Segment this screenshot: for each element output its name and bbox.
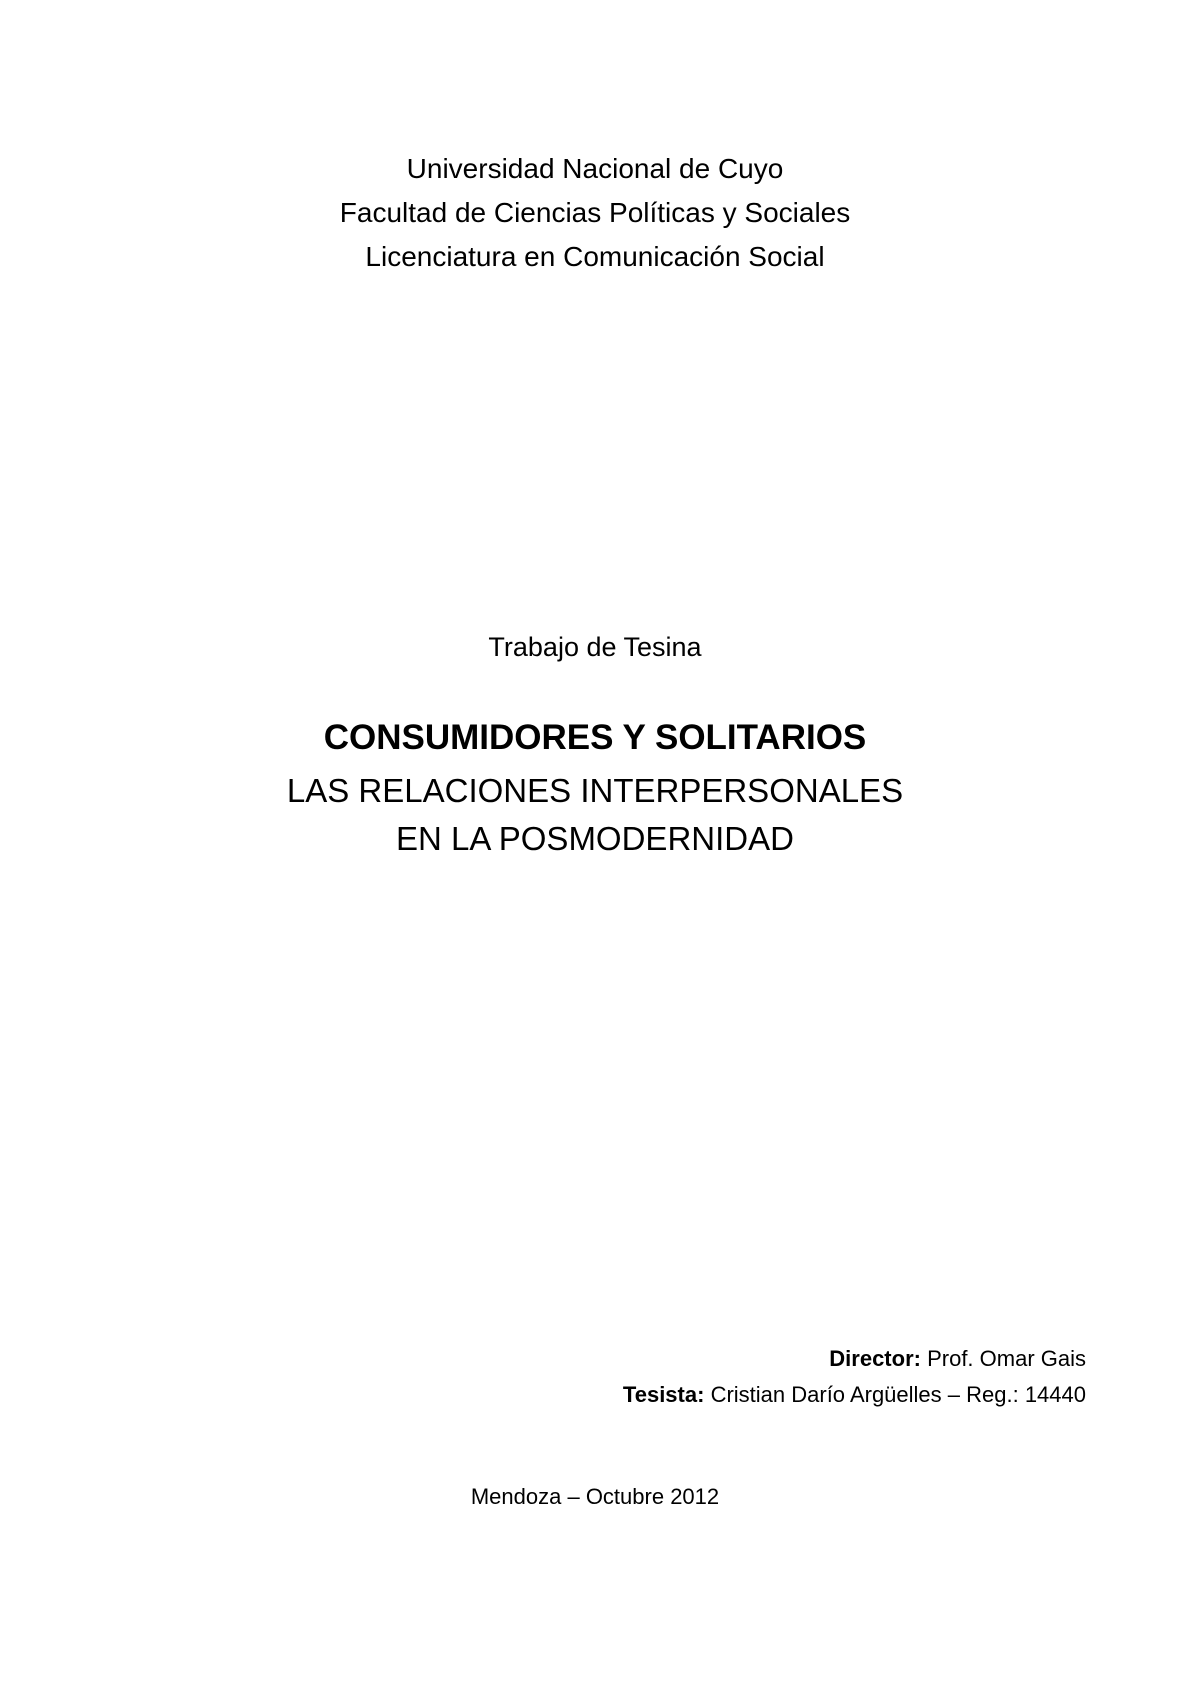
university-name: Universidad Nacional de Cuyo: [406, 153, 784, 184]
work-type: Trabajo de Tesina: [488, 632, 702, 662]
place-and-date: Mendoza – Octubre 2012: [470, 1484, 720, 1509]
director-credit: [829, 1348, 1086, 1370]
degree-name: Licenciatura en Comunicación Social: [365, 241, 825, 272]
thesis-subtitle-line-1: LAS RELACIONES INTERPERSONALES: [286, 772, 904, 809]
director-value: Prof. Omar Gais: [927, 1346, 1086, 1371]
tesista-credit: [623, 1384, 1086, 1406]
faculty-name: Facultad de Ciencias Políticas y Sociales: [339, 197, 851, 228]
thesis-title: CONSUMIDORES Y SOLITARIOS: [323, 718, 867, 757]
tesista-value: Cristian Darío Argüelles – Reg.: 14440: [710, 1382, 1086, 1407]
director-label: Director:: [829, 1346, 921, 1371]
thesis-subtitle-line-2: EN LA POSMODERNIDAD: [396, 820, 794, 857]
tesista-label: Tesista:: [622, 1382, 705, 1407]
